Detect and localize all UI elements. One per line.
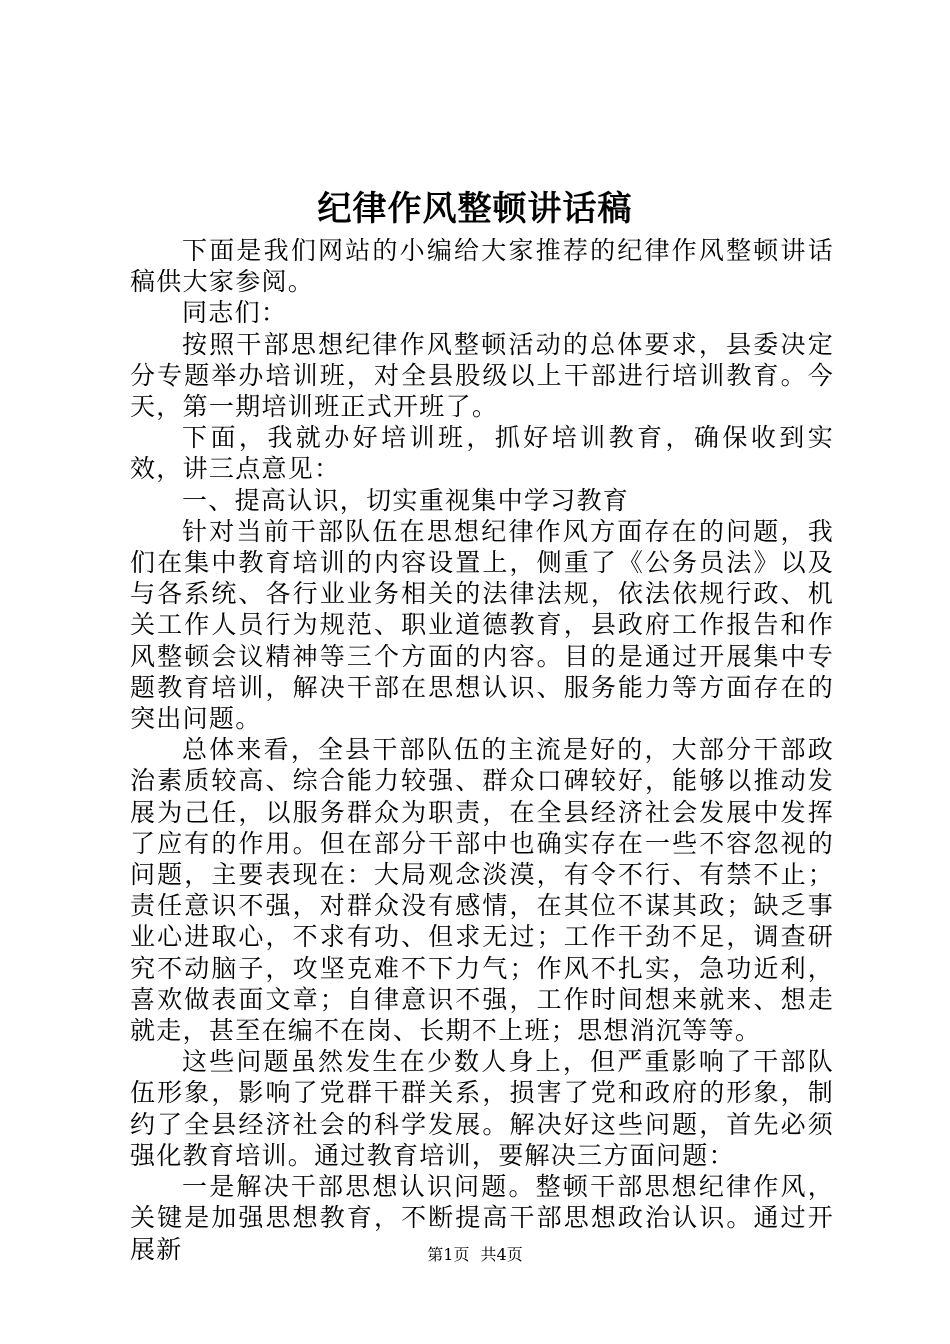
paragraph-opening: 按照干部思想纪律作风整顿活动的总体要求，县委决定分专题举办培训班，对全县股级以上干部进行培训教育。今天，第一期培训班正式开班了。 (130, 329, 834, 422)
paragraph-three-points: 下面，我就办好培训班，抓好培训教育，确保收到实效，讲三点意见： (130, 423, 834, 484)
page-number: 第1页 (427, 1245, 470, 1264)
paragraph-first-issue: 一是解决干部思想认识问题。整顿干部思想纪律作风，关键是加强思想教育，不断提高干部思想政治认识。通过开展新 (130, 1172, 834, 1264)
paragraph-salutation: 同志们： (182, 298, 288, 328)
paragraph-overall-view: 总体来看，全县干部队伍的主流是好的，大部分干部政治素质较高、综合能力较强、群众口碑较好，能够以推动发展为己任，以服务群众为职责，在全县经济社会发展中发挥了应有的作用。但在部分干部中也确实存在一些不容忽视的问题，主要表现在：大局观念淡漠，有令不行、有禁不止；责任意识不强，对群众没有感情，在其位不谋其政；缺乏事业心进取心，不求有功、但求无过；工作干劲不足，调查研究不动脑子，攻坚克难不下力气；作风不扎实，急功近利，喜欢做表面文章；自律意识不强，工作时间想来就来、想走就走，甚至在编不在岗、长期不上班；思想消沉等等。 (130, 735, 834, 1046)
page-total: 共4页 (480, 1245, 523, 1264)
paragraph-impact: 这些问题虽然发生在少数人身上，但严重影响了干部队伍形象，影响了党群干群关系，损害了党和政府的形象，制约了全县经济社会的科学发展。解决好这些问题，首先必须强化教育培训。通过教育培训，要解决三方面问题： (130, 1047, 834, 1170)
page-footer (0, 1244, 950, 1266)
section-heading-1: 一、提高认识，切实重视集中学习教育 (182, 485, 630, 515)
document-title: 纪律作风整顿讲话稿 (317, 189, 633, 229)
paragraph-training-content: 针对当前干部队伍在思想纪律作风方面存在的问题，我们在集中教育培训的内容设置上，侧重了《公务员法》以及与各系统、各行业业务相关的法律法规，依法依规行政、机关工作人员行为规范、职业道德教育，县政府工作报告和作风整顿会议精神等三个方面的内容。目的是通过开展集中专题教育培训，解决干部在思想认识、服务能力等方面存在的突出问题。 (130, 516, 834, 734)
paragraph-intro: 下面是我们网站的小编给大家推荐的纪律作风整顿讲话稿供大家参阅。 (130, 236, 834, 297)
document-body (130, 235, 834, 1265)
